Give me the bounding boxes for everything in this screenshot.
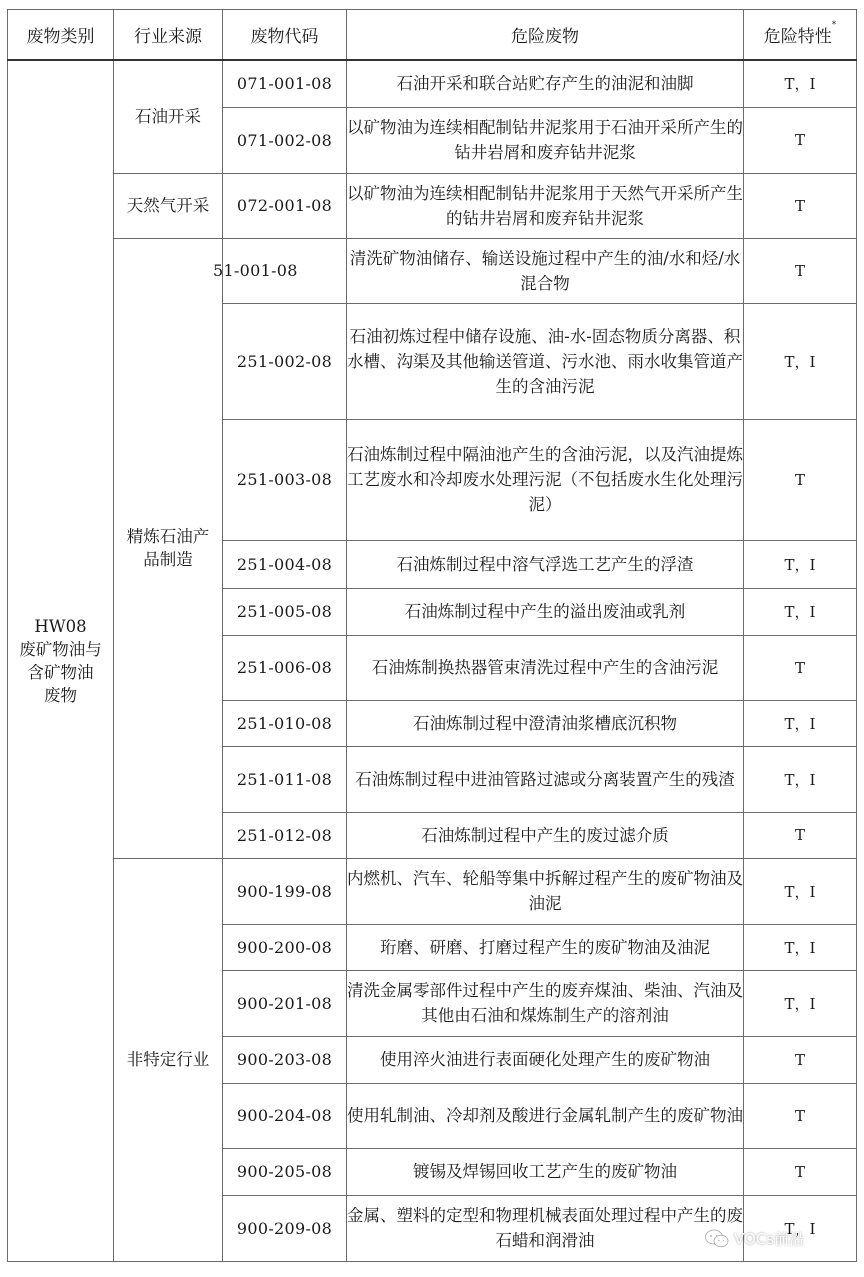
hazard-property: T，I — [744, 588, 857, 635]
source-cell-oil-extraction: 石油开采 — [114, 60, 223, 173]
table-row — [8, 238, 857, 303]
hazard-property: T，I — [744, 1195, 857, 1261]
waste-code: 900-200-08 — [223, 924, 347, 970]
waste-description: 珩磨、研磨、打磨过程产生的废矿物油及油泥 — [347, 924, 744, 970]
waste-description: 以矿物油为连续相配制钻井泥浆用于天然气开采所产生的钻井岩屑和废弃钻井泥浆 — [347, 173, 744, 238]
hazard-property: T — [744, 173, 857, 238]
waste-code: 900-205-08 — [223, 1148, 347, 1195]
header-hazardous-waste: 危险废物 — [347, 10, 744, 61]
waste-code: 900-203-08 — [223, 1036, 347, 1083]
hazard-property: T — [744, 812, 857, 858]
waste-description: 石油炼制换热器管束清洗过程中产生的含油污泥 — [347, 635, 744, 700]
category-cell: HW08 废矿物油与 含矿物油 废物 — [8, 60, 114, 1261]
waste-description: 使用轧制油、冷却剂及酸进行金属轧制产生的废矿物油 — [347, 1083, 744, 1148]
waste-code: 900-199-08 — [223, 858, 347, 924]
waste-code: 251-003-08 — [223, 419, 347, 540]
hazard-property: T，I — [744, 303, 857, 419]
watermark-text: VOCs前沿 — [734, 1230, 805, 1248]
waste-description: 清洗金属零部件过程中产生的废弃煤油、柴油、汽油及其他由石油和煤炼制生产的溶剂油 — [347, 970, 744, 1036]
waste-code: 900-204-08 — [223, 1083, 347, 1148]
waste-code: 251-012-08 — [223, 812, 347, 858]
waste-code: 251-006-08 — [223, 635, 347, 700]
header-waste-category: 废物类别 — [8, 10, 114, 61]
waste-code: 251-011-08 — [223, 746, 347, 812]
wechat-icon — [704, 1229, 730, 1249]
waste-code: 251-005-08 — [223, 588, 347, 635]
hazard-property: T，I — [744, 700, 857, 746]
hazard-property: T，I — [744, 858, 857, 924]
waste-description: 石油初炼过程中储存设施、油-水-固态物质分离器、积水槽、沟渠及其他输送管道、污水池、雨水收集管道产生的含油污泥 — [347, 303, 744, 419]
watermark — [704, 1228, 804, 1249]
waste-code: 072-001-08 — [223, 173, 347, 238]
table-row — [8, 858, 857, 924]
waste-code — [213, 238, 347, 303]
waste-description: 使用淬火油进行表面硬化处理产生的废矿物油 — [347, 1036, 744, 1083]
waste-description: 石油炼制过程中进油管路过滤或分离装置产生的残渣 — [347, 746, 744, 812]
waste-code: 251-002-08 — [223, 303, 347, 419]
waste-description: 石油开采和联合站贮存产生的油泥和油脚 — [347, 60, 744, 107]
table-row — [8, 173, 857, 238]
waste-code: 251-010-08 — [223, 700, 347, 746]
waste-description: 金属、塑料的定型和物理机械表面处理过程中产生的废石蜡和润滑油 — [347, 1195, 744, 1261]
waste-description: 石油炼制过程中隔油池产生的含油污泥，以及汽油提炼工艺废水和冷却废水处理污泥（不包括废水生化处理污泥） — [347, 419, 744, 540]
waste-code: 900-201-08 — [223, 970, 347, 1036]
waste-code: 071-001-08 — [223, 60, 347, 107]
waste-description: 石油炼制过程中产生的溢出废油或乳剂 — [347, 588, 744, 635]
waste-description: 内燃机、汽车、轮船等集中拆解过程产生的废矿物油及油泥 — [347, 858, 744, 924]
header-waste-code: 废物代码 — [223, 10, 347, 61]
header-hazard-property-label: 危险特性 — [763, 27, 832, 47]
hazard-property: T — [744, 1148, 857, 1195]
footnote-marker: * — [831, 20, 837, 30]
waste-description: 清洗矿物油储存、输送设施过程中产生的油/水和烃/水混合物 — [347, 238, 744, 303]
hazard-property: T，I — [744, 970, 857, 1036]
hazard-property: T — [744, 1083, 857, 1148]
waste-code-text: 51-001-08 — [213, 261, 298, 280]
waste-code: 071-002-08 — [223, 107, 347, 173]
waste-description: 石油炼制过程中产生的废过滤介质 — [347, 812, 744, 858]
hazard-property: T，I — [744, 540, 857, 588]
waste-code: 251-004-08 — [223, 540, 347, 588]
waste-description: 镀锡及焊锡回收工艺产生的废矿物油 — [347, 1148, 744, 1195]
source-cell-refining: 精炼石油产 品制造 — [114, 238, 223, 858]
hazard-property: T — [744, 238, 857, 303]
header-industry-source: 行业来源 — [114, 10, 223, 61]
header-row — [8, 10, 857, 61]
waste-code: 900-209-08 — [223, 1195, 347, 1261]
hazard-property: T — [744, 1036, 857, 1083]
hazard-property: T，I — [744, 60, 857, 107]
hazard-property: T — [744, 107, 857, 173]
hazard-property: T — [744, 635, 857, 700]
hazard-property: T — [744, 419, 857, 540]
hazard-property: T，I — [744, 924, 857, 970]
header-hazard-property — [744, 10, 857, 61]
table-row — [8, 60, 857, 107]
hazardous-waste-table — [7, 9, 857, 1262]
source-cell-non-specific: 非特定行业 — [114, 858, 223, 1261]
waste-description: 石油炼制过程中溶气浮选工艺产生的浮渣 — [347, 540, 744, 588]
hazard-property: T，I — [744, 746, 857, 812]
source-cell-gas-extraction: 天然气开采 — [114, 173, 223, 238]
waste-description: 石油炼制过程中澄清油浆槽底沉积物 — [347, 700, 744, 746]
waste-description: 以矿物油为连续相配制钻井泥浆用于石油开采所产生的钻井岩屑和废弃钻井泥浆 — [347, 107, 744, 173]
